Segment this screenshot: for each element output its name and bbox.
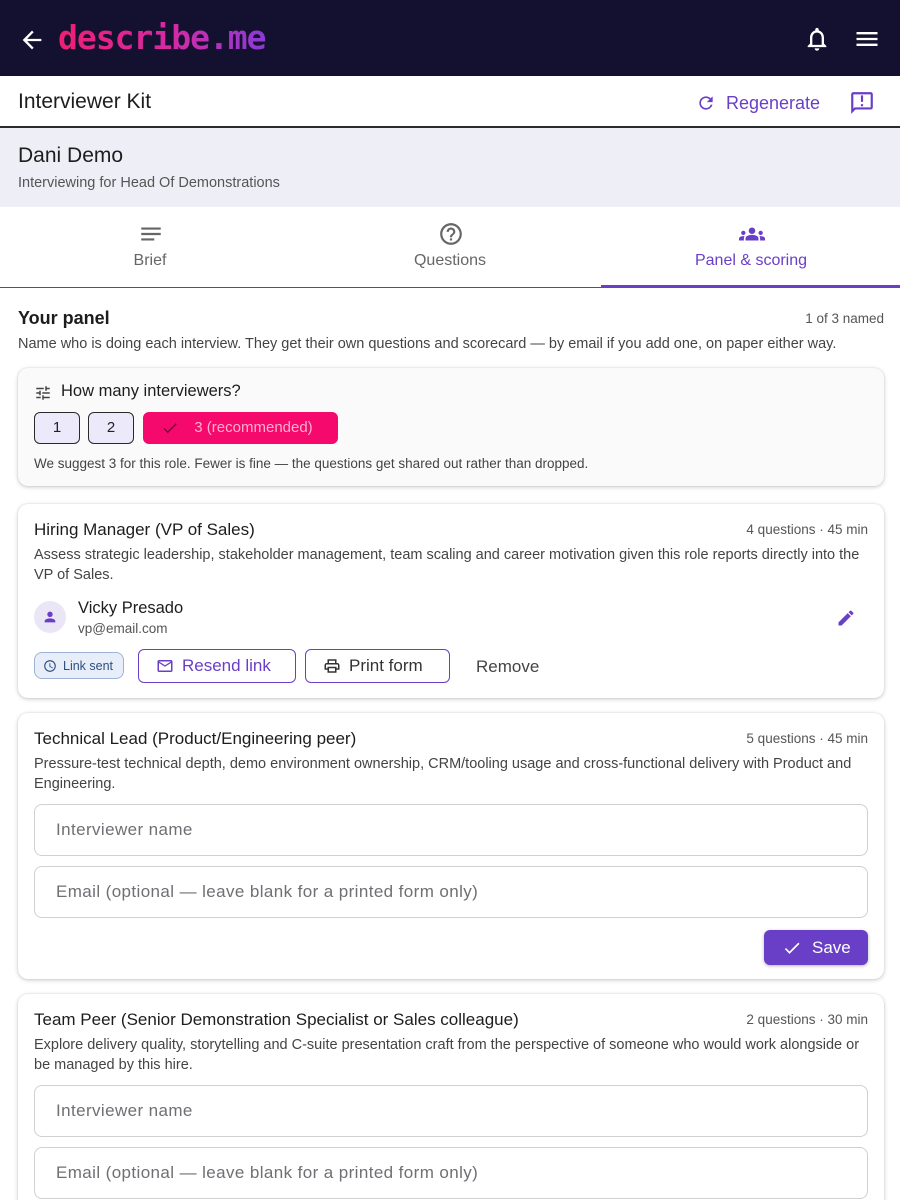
remove-button[interactable]: Remove — [476, 657, 540, 676]
interviewer-name-input[interactable] — [34, 804, 868, 856]
interviewer-count-card — [18, 368, 884, 486]
clock-icon — [43, 659, 57, 673]
group-icon — [739, 221, 765, 247]
person-icon — [42, 609, 58, 625]
tab-panel-scoring-label: Panel & scoring — [694, 252, 808, 269]
interviewer-email-input[interactable] — [34, 1147, 868, 1199]
count-option-3-label: 3 (recommended) — [194, 419, 313, 436]
tab-bar — [0, 207, 900, 288]
page-title: Interviewer Kit — [18, 90, 152, 113]
check-icon — [782, 938, 802, 958]
role-title: Team Peer (Senior Demonstration Specialist or Sales colleague) — [34, 1010, 519, 1029]
panel-section-title: Your panel — [18, 308, 110, 328]
interviewer-count-hint: We suggest 3 for this role. Fewer is fine — the questions get shared out rather than dropped. — [34, 456, 589, 471]
app-logo[interactable]: describe.me — [58, 18, 266, 57]
save-label: Save — [812, 937, 851, 957]
interviewer-count-question: How many interviewers? — [61, 382, 241, 400]
app-bar — [0, 0, 900, 76]
tab-panel-scoring[interactable] — [601, 207, 900, 287]
interviewer-name: Vicky Presado — [78, 599, 184, 617]
regenerate-button[interactable] — [696, 91, 820, 115]
candidate-role: Interviewing for Head Of Demonstrations — [18, 175, 280, 191]
back-arrow-icon[interactable] — [18, 26, 46, 54]
mail-icon — [156, 657, 174, 675]
tune-sliders-icon — [34, 384, 52, 402]
printer-icon — [323, 657, 341, 675]
interviewer-email: vp@email.com — [78, 621, 168, 636]
avatar — [34, 601, 66, 633]
feedback-icon[interactable] — [849, 90, 875, 116]
resend-link-label: Resend link — [182, 656, 271, 675]
tab-brief[interactable] — [0, 207, 300, 287]
refresh-icon — [696, 93, 716, 113]
notes-icon — [138, 221, 164, 247]
notifications-bell-icon[interactable] — [803, 25, 831, 53]
count-option-2[interactable]: 2 — [88, 412, 134, 444]
tab-questions[interactable] — [300, 207, 600, 287]
role-meta: 4 questions · 45 min — [746, 522, 868, 537]
print-form-button[interactable] — [305, 649, 450, 683]
interviewer-email-input[interactable] — [34, 866, 868, 918]
kit-header — [0, 76, 900, 128]
tab-brief-label: Brief — [133, 252, 167, 269]
role-title: Hiring Manager (VP of Sales) — [34, 520, 255, 539]
role-description: Assess strategic leadership, stakeholder management, team scaling and career motivation given this role reports directly into the VP of Sales. — [34, 547, 860, 583]
role-title: Technical Lead (Product/Engineering peer) — [34, 729, 357, 748]
hamburger-menu-icon[interactable] — [853, 25, 881, 53]
tab-questions-label: Questions — [413, 252, 487, 269]
resend-link-button[interactable] — [138, 649, 296, 683]
candidate-banner — [0, 128, 900, 207]
save-button[interactable] — [764, 930, 868, 965]
status-badge-label: Link sent — [63, 658, 114, 673]
role-meta: 2 questions · 30 min — [746, 1012, 868, 1027]
count-option-1[interactable]: 1 — [34, 412, 80, 444]
help-circle-icon — [438, 221, 464, 247]
role-card-team-peer — [18, 994, 884, 1200]
role-meta: 5 questions · 45 min — [746, 731, 868, 746]
panel-description: Name who is doing each interview. They get their own questions and scorecard — by email if you add one, on paper either way. — [18, 336, 837, 352]
regenerate-label: Regenerate — [726, 92, 821, 113]
interviewer-name-input[interactable] — [34, 1085, 868, 1137]
count-option-3-selected[interactable] — [143, 412, 338, 444]
print-form-label: Print form — [349, 656, 423, 675]
panel-named-count: 1 of 3 named — [805, 311, 884, 326]
role-card-technical-lead — [18, 713, 884, 979]
status-badge — [34, 652, 124, 679]
role-card-hiring-manager — [18, 504, 884, 698]
check-icon — [160, 419, 180, 437]
role-description: Pressure-test technical depth, demo environment ownership, CRM/tooling usage and cross-functional delivery with Product and Engineering. — [34, 756, 852, 792]
role-description: Explore delivery quality, storytelling and C-suite presentation craft from the perspective of someone who would work alongside or be managed by this hire. — [34, 1037, 860, 1073]
edit-pencil-icon[interactable] — [836, 608, 856, 628]
candidate-name: Dani Demo — [18, 144, 124, 167]
